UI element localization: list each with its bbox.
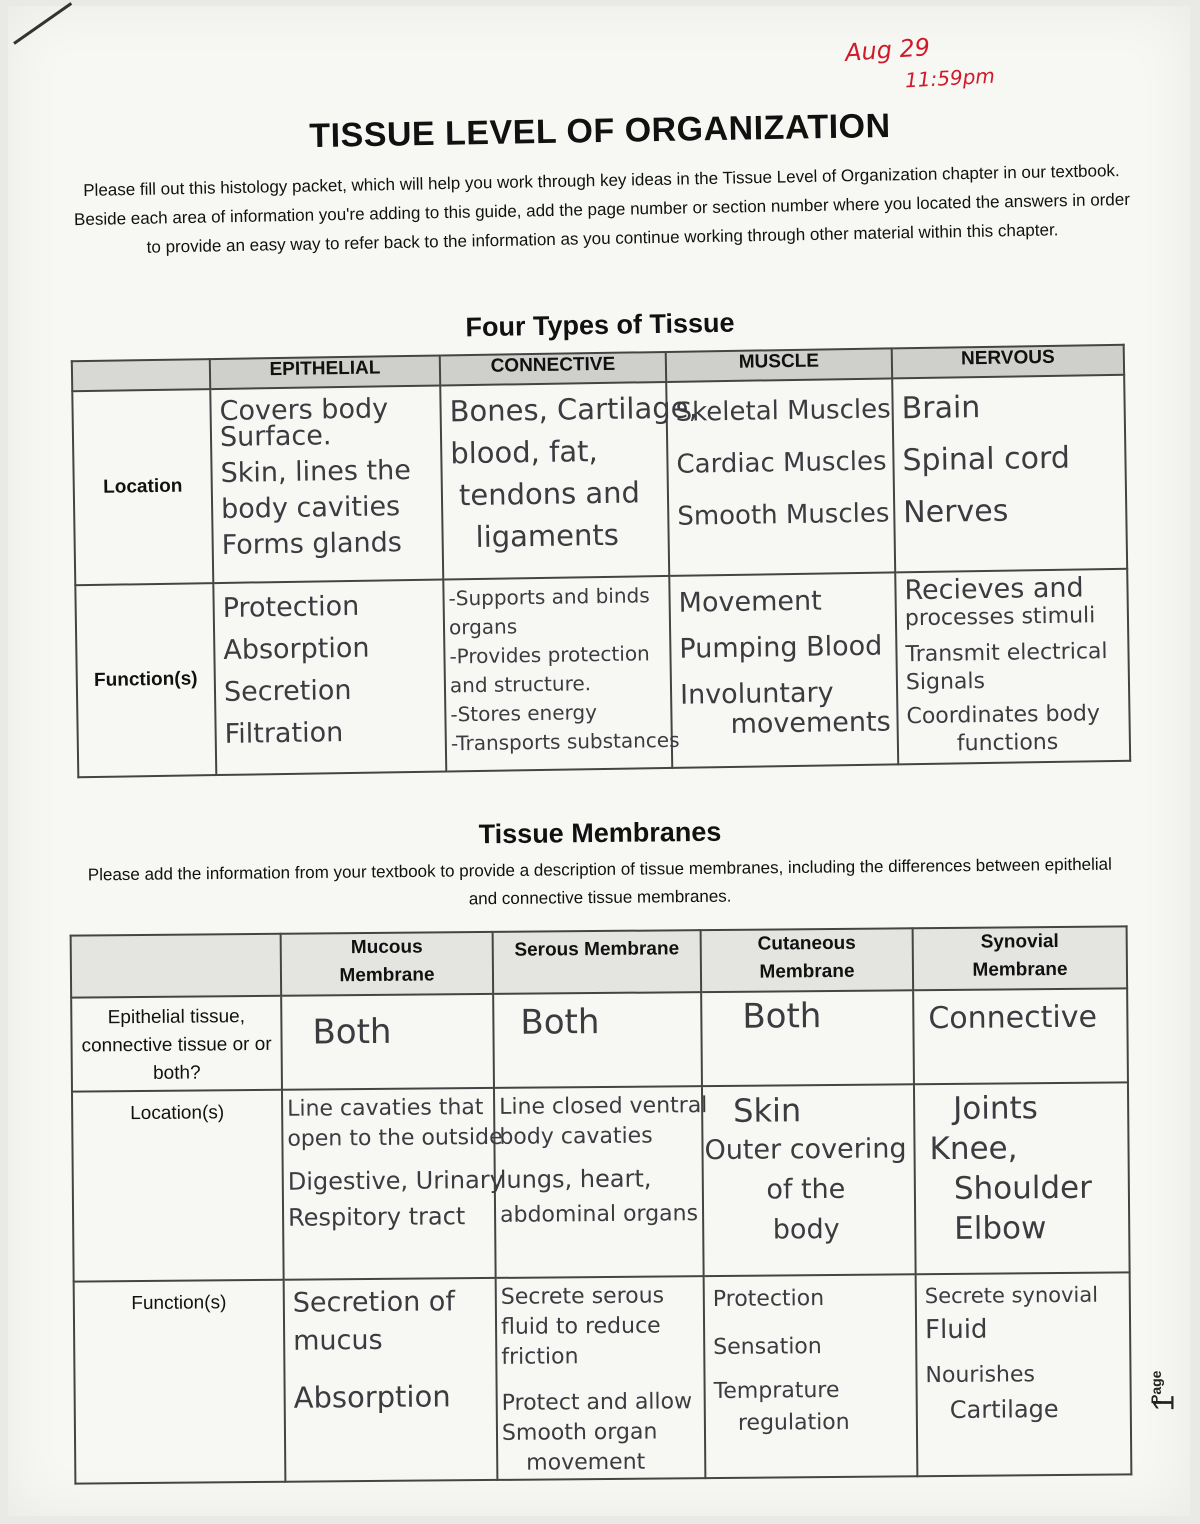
four-types-table [71,344,1131,779]
hw-line: open to the outside [287,1124,503,1152]
hw-line: mucus [293,1324,383,1357]
corner-header-cell [72,359,210,391]
hw-line: Bones, Cartilage, [449,390,698,429]
handwritten-date: Aug 29 [844,33,931,67]
hw-line: Protection [222,590,360,624]
row-label-locations: Location(s) [72,1090,284,1282]
hw-line: Elbow [954,1210,1047,1247]
cell-cutaneous-type[interactable] [701,990,914,1086]
hw-line: Pumping Blood [679,630,883,665]
page-title: TISSUE LEVEL OF ORGANIZATION [309,106,891,156]
hw-line: Both [312,1011,392,1053]
hw-line: body cavaties [499,1123,653,1150]
hw-line: Joints [953,1090,1039,1127]
hw-line: Protect and allow [501,1389,693,1416]
hw-line: Cartilage [949,1395,1059,1424]
col-synovial: Synovial Membrane [913,926,1128,990]
cell-epithelial-function[interactable] [213,579,446,775]
hw-line: processes stimuli [904,603,1096,632]
col-nervous: NERVOUS [892,345,1124,379]
hw-line: Transmit electrical [905,639,1108,668]
hw-line: Skeletal Muscles [675,394,891,428]
hw-line: Signals [905,668,986,696]
hw-line: -Transports substances [450,727,680,756]
cell-nervous-location[interactable] [892,375,1127,573]
row-label-tissue-type: Epithelial tissue, connective tissue or or both? [71,996,282,1092]
cell-connective-function[interactable] [443,576,680,772]
hw-line: Forms glands [221,527,403,561]
hw-line: Surface. [219,420,332,453]
hw-line: Skin [733,1091,802,1130]
hw-line: of the [766,1173,846,1206]
cell-muscle-function[interactable] [669,572,898,768]
row-label-functions: Function(s) [74,1280,286,1484]
hw-line: Secretion of [292,1286,456,1319]
hw-line: abdominal organs [499,1201,699,1228]
cell-mucous-function[interactable] [284,1278,498,1482]
hw-line: blood, fat, [450,434,598,471]
hw-line: fluid to reduce [500,1313,661,1340]
page-number: 1 [1147,1394,1181,1412]
hw-line: friction [501,1344,579,1370]
hw-line: Shoulder [953,1169,1093,1207]
corner-header-cell [71,934,282,998]
hw-line: Cardiac Muscles [676,446,887,480]
hw-line: Absorption [223,632,370,666]
cell-muscle-location[interactable] [666,378,895,576]
hw-line: -Supports and binds [448,583,650,611]
hw-line: ligaments [475,517,620,554]
hw-line: movement [526,1449,646,1476]
hw-line: lungs, heart, [499,1164,652,1194]
cell-synovial-type[interactable] [913,988,1128,1084]
hw-line: Smooth organ [501,1419,658,1446]
hw-line: Secrete synovial [924,1282,1099,1309]
cell-mucous-location[interactable] [282,1088,504,1280]
hw-line: regulation [737,1409,850,1436]
hw-line: Line closed ventral [499,1093,708,1120]
hw-line: Recieves and [904,572,1084,607]
hw-line: tendons and [458,475,641,513]
hw-line: Movement [678,585,822,619]
hw-line: organs [448,614,518,640]
hw-line: Brain [901,390,981,427]
page-label: Page [1148,1370,1164,1404]
hw-line: Both [742,996,822,1037]
hw-line: Involuntary [679,677,834,711]
hw-line: -Provides protection [449,641,650,669]
col-cutaneous: Cutaneous Membrane [701,928,914,992]
hw-line: Temprature [713,1377,840,1405]
cell-cutaneous-location[interactable] [702,1084,916,1276]
membranes-heading: Tissue Membranes [478,816,722,850]
hw-line: Nerves [903,493,1009,531]
hw-line: -Stores energy [450,700,598,727]
hw-line: Coordinates body [906,701,1101,730]
col-mucous: Mucous Membrane [281,932,494,996]
hw-line: Knee, [929,1130,1018,1168]
hw-line: Connective [928,999,1098,1037]
hw-line: functions [956,729,1059,757]
cell-serous-function[interactable] [496,1276,706,1480]
hw-line: Secrete serous [500,1283,665,1310]
cell-serous-type[interactable] [493,992,702,1088]
hw-line: Secretion [223,674,352,708]
hw-line: Protection [712,1286,825,1313]
hw-line: movements [730,706,891,740]
hw-line: body [772,1213,840,1246]
cell-synovial-function[interactable] [916,1272,1132,1476]
cell-serous-location[interactable] [494,1086,708,1278]
cell-synovial-location[interactable] [914,1082,1130,1274]
hw-line: and structure. [449,671,592,698]
hw-line: body cavities [220,491,401,525]
pen-mark [13,2,72,45]
hw-line: Digestive, Urinary [287,1165,504,1196]
hw-line: Skin, lines the [220,454,412,489]
membranes-intro: Please add the information from your textbook to provide a description of tissue membranes, including the differences between epithelial and connective tissue membranes. [87,854,1112,909]
col-connective: CONNECTIVE [440,352,666,386]
hw-line: Outer covering [704,1133,907,1167]
col-muscle: MUSCLE [666,348,892,382]
hw-line: Nourishes [925,1362,1036,1389]
handwritten-time: 11:59pm [904,63,996,93]
hw-line: Absorption [293,1379,451,1415]
hw-line: Filtration [224,717,344,750]
hw-line: Spinal cord [902,440,1071,479]
col-serous: Serous Membrane [493,930,702,994]
col-epithelial: EPITHELIAL [210,356,440,390]
membranes-table [70,925,1133,1484]
cell-mucous-type[interactable] [281,994,494,1090]
hw-line: Line cavaties that [287,1095,484,1122]
hw-line: Smooth Muscles [677,498,890,532]
cell-cutaneous-function[interactable] [704,1274,918,1478]
hw-line: Respitory tract [287,1202,466,1232]
cell-nervous-function[interactable] [895,569,1130,765]
hw-line: Covers body [219,393,389,427]
four-types-heading: Four Types of Tissue [465,307,735,343]
cell-epithelial-location[interactable] [210,386,443,584]
cell-connective-location[interactable] [440,382,698,580]
row-label-function: Function(s) [75,583,216,777]
intro-paragraph: Please fill out this histology packet, which will help you work through key ideas in the Tissue Level of Organization chapter in our textbook. Beside each area of information you're adding to this guide, add the page number or section number where you located the answers in order to provide an easy way to refer back to the information as you continue working through other material within this chapter. [73,161,1131,257]
row-label-location: Location [72,389,213,585]
hw-line: Sensation [713,1334,822,1361]
hw-line: Both [520,1002,600,1043]
hw-line: Fluid [924,1314,988,1346]
